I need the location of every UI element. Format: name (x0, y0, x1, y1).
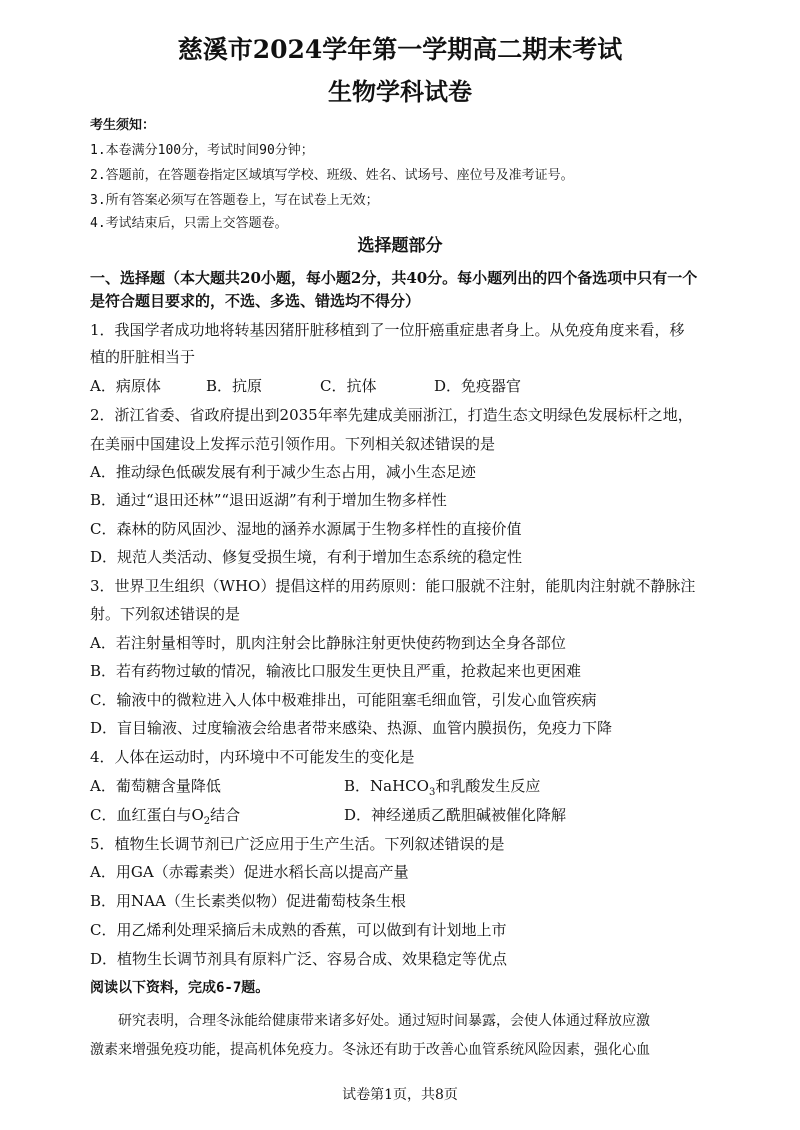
q5-stem: 5．植物生长调节剂已广泛应用于生产生活。下列叙述错误的是 (90, 835, 505, 853)
page-footer: 试卷第1页，共8页 (342, 1087, 458, 1103)
notice-item-1: 1.本卷满分100分，考试时间90分钟； (90, 143, 314, 158)
q3-option-d: D．盲目输液、过度输液会给患者带来感染、热源、血管内膜损伤，免疫力下降 (90, 719, 613, 737)
section-instruction-2: 是符合题目要求的，不选、多选、错选均不得分） (90, 292, 421, 310)
q1-option-a: A．病原体 (90, 377, 161, 395)
q1-stem-line-1: 1．我国学者成功地将转基因猪肝脏移植到了一位肝癌重症患者身上。从免疫角度来看，移 (90, 321, 685, 339)
q4-stem: 4．人体在运动时，内环境中不可能发生的变化是 (90, 748, 415, 766)
q2-stem-line-1: 2．浙江省委、省政府提出到2035年率先建成美丽浙江，打造生态文明绿色发展标杆之地， (90, 406, 693, 424)
q2-stem-line-2: 在美丽中国建设上发挥示范引领作用。下列相关叙述错误的是 (90, 435, 496, 453)
q1-stem-line-2: 植的肝脏相当于 (90, 348, 196, 366)
q4-option-b-suffix: 和乳酸发生反应 (435, 777, 541, 795)
q2-option-d: D．规范人类活动、修复受损生境，有利于增加生态系统的稳定性 (90, 548, 523, 566)
reading-paragraph-line-2: 激素来增强免疫功能，提高机体免疫力。冬泳还有助于改善心血管系统风险因素，强化心血 (90, 1042, 650, 1058)
q4-option-c-prefix: C．血红蛋白与O (90, 806, 204, 824)
q1-option-d: D．免疫器官 (434, 377, 522, 395)
exam-title: 慈溪市2024学年第一学期高二期末考试 (177, 35, 623, 64)
q1-option-b: B．抗原 (206, 377, 263, 395)
section-title: 选择题部分 (357, 236, 443, 256)
q5-option-c: C．用乙烯利处理采摘后未成熟的香蕉，可以做到有计划地上市 (90, 921, 507, 939)
notice-item-3: 3.所有答案必须写在答题卷上，写在试卷上无效； (90, 193, 379, 208)
q4-option-d: D．神经递质乙酰胆碱被催化降解 (344, 806, 567, 824)
q5-option-d: D．植物生长调节剂具有原料广泛、容易合成、效果稳定等优点 (90, 950, 508, 968)
q4-option-b (344, 776, 540, 803)
q3-option-b: B．若有药物过敏的情况，输液比口服发生更快且严重，抢救起来也更困难 (90, 662, 582, 680)
q3-option-c: C．输液中的微粒进入人体中极难排出，可能阻塞毛细血管，引发心血管疾病 (90, 691, 597, 709)
q4-option-b-subscript: 3 (428, 787, 436, 798)
q3-stem-line-2: 射。下列叙述错误的是 (90, 605, 241, 623)
q3-stem-line-1: 3．世界卫生组织（WHO）提倡这样的用药原则：能口服就不注射，能肌肉注射就不静脉注 (90, 577, 696, 595)
notice-item-4: 4.考试结束后，只需上交答题卷。 (90, 216, 288, 231)
reading-intro: 阅读以下资料，完成6-7题。 (90, 980, 270, 996)
q4-option-c (90, 805, 240, 832)
section-instruction-1: 一、选择题（本大题共20小题，每小题2分，共40分。每小题列出的四个备选项中只有一个 (90, 269, 698, 287)
q2-option-b: B．通过“退田还林”“退田返湖”有利于增加生物多样性 (90, 491, 447, 509)
q3-option-a: A．若注射量相等时，肌肉注射会比静脉注射更快使药物到达全身各部位 (90, 634, 566, 652)
q1-option-c: C．抗体 (320, 377, 377, 395)
exam-subtitle: 生物学科试卷 (328, 77, 472, 106)
q5-option-a: A．用GA（赤霉素类）促进水稻长高以提高产量 (90, 863, 409, 881)
q5-option-b: B．用NAA（生长素类似物）促进葡萄枝条生根 (90, 892, 406, 910)
reading-paragraph-line-1: 研究表明，合理冬泳能给健康带来诸多好处。通过短时间暴露，会使人体通过释放应激 (118, 1013, 650, 1029)
q4-option-c-subscript: 2 (203, 816, 211, 827)
q4-option-a: A．葡萄糖含量降低 (90, 777, 221, 795)
q4-option-c-suffix: 结合 (210, 806, 241, 824)
q2-option-a: A．推动绿色低碳发展有利于减少生态占用，减小生态足迹 (90, 463, 476, 481)
notice-heading: 考生须知： (90, 118, 156, 133)
q2-option-c: C．森林的防风固沙、湿地的涵养水源属于生物多样性的直接价值 (90, 520, 522, 538)
q4-option-b-prefix: B．NaHCO (344, 777, 429, 795)
notice-item-2: 2.答题前，在答题卷指定区域填写学校、班级、姓名、试场号、座位号及准考证号。 (90, 168, 574, 183)
